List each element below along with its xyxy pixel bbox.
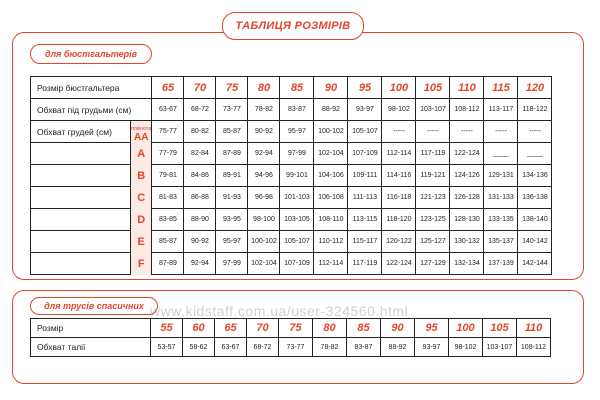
pants-section-label: для трусів спасичних [30,297,158,315]
table-cell: 100-102 [248,231,280,253]
table-cell: 108-110 [314,209,348,231]
row-label [31,231,131,253]
table-cell: 136-138 [518,187,552,209]
table-cell: 107-109 [280,253,314,275]
row-label: Обхват талії [31,338,151,357]
table-cell: 92-94 [248,143,280,165]
size-header: 80 [248,77,280,99]
table-cell: 119-121 [416,165,450,187]
table-cell: 109-111 [348,165,382,187]
size-header: 105 [483,319,517,338]
pants-size-table [30,318,551,357]
table-row [31,121,552,143]
table-cell: 82-84 [184,143,216,165]
table-cell: 97-99 [216,253,248,275]
size-header: 55 [151,319,183,338]
fullness-label: повнота [131,125,152,132]
table-cell: 63-67 [215,338,247,357]
table-cell: 124-126 [450,165,484,187]
table-cell: 113-117 [484,99,518,121]
table-cell: 113-115 [348,209,382,231]
table-cell: 142-144 [518,253,552,275]
size-header: 90 [381,319,415,338]
row-label [31,209,131,231]
table-cell: ----- [416,121,450,143]
table-cell: ----- [518,121,552,143]
table-cell: 98-102 [382,99,416,121]
size-header: 75 [216,77,248,99]
table-cell: 83-87 [347,338,381,357]
table-cell: 127-129 [416,253,450,275]
size-header: 65 [152,77,184,99]
table-cell: 117-119 [348,253,382,275]
table-cell: 79-81 [152,165,184,187]
bra-size-table [30,76,552,275]
table-cell: 121-123 [416,187,450,209]
table-cell: 90-92 [248,121,280,143]
size-header: 85 [280,77,314,99]
row-label [31,143,131,165]
table-cell: 112-114 [314,253,348,275]
table-cell: 103-107 [416,99,450,121]
table-cell: ____ [518,143,552,165]
table-cell: 95-97 [216,231,248,253]
size-header: 80 [313,319,347,338]
table-cell: 83-85 [152,209,184,231]
table-cell: 100-102 [314,121,348,143]
table-cell: 122-124 [450,143,484,165]
table-cell: 101-103 [280,187,314,209]
size-header: 100 [449,319,483,338]
table-row [31,187,552,209]
cup-label: B [131,165,152,187]
table-cell: 107-109 [348,143,382,165]
table-row [31,338,551,357]
table-row [31,253,552,275]
table-cell: 68-72 [184,99,216,121]
table-cell: 95-97 [280,121,314,143]
table-cell: 85-87 [152,231,184,253]
size-header: 115 [484,77,518,99]
size-header: 100 [382,77,416,99]
table-cell: 85-87 [216,121,248,143]
table-cell: 68-72 [247,338,279,357]
table-cell: 118-122 [518,99,552,121]
row-label: Обхват грудей (см) [31,121,131,143]
table-cell: 104-106 [314,165,348,187]
table-cell: ----- [382,121,416,143]
table-cell: 78-82 [248,99,280,121]
table-cell: 93-97 [415,338,449,357]
table-cell: 138-140 [518,209,552,231]
size-header: 90 [314,77,348,99]
table-row [31,209,552,231]
table-cell: ----- [450,121,484,143]
size-header: 110 [450,77,484,99]
row-label: Розмір [31,319,151,338]
table-cell: 78-82 [313,338,347,357]
table-cell: 88-90 [184,209,216,231]
cup-label: C [131,187,152,209]
size-header: 70 [247,319,279,338]
cup-label: D [131,209,152,231]
table-cell: 105-107 [348,121,382,143]
table-cell: 103-105 [280,209,314,231]
table-cell: 114-116 [382,165,416,187]
table-cell: 75-77 [152,121,184,143]
table-cell: 102-104 [248,253,280,275]
table-cell: 135-137 [484,231,518,253]
table-cell: 93-97 [348,99,382,121]
row-label [31,253,131,275]
table-cell: 88-92 [381,338,415,357]
table-cell: 97-99 [280,143,314,165]
table-cell: 53-57 [151,338,183,357]
table-cell: 63-67 [152,99,184,121]
table-cell: 87-89 [152,253,184,275]
table-cell: 84-86 [184,165,216,187]
table-cell: 90-92 [184,231,216,253]
table-cell: 128-130 [450,209,484,231]
table-row [31,77,552,99]
cup-label [131,121,152,143]
table-cell: 108-112 [450,99,484,121]
table-row [31,99,552,121]
table-cell: 91-93 [216,187,248,209]
table-cell: 98-100 [248,209,280,231]
size-header: 95 [348,77,382,99]
table-cell: 108-112 [517,338,551,357]
cup-label: E [131,231,152,253]
table-cell: 118-120 [382,209,416,231]
size-header: 120 [518,77,552,99]
table-cell: 137-139 [484,253,518,275]
table-cell: 112-114 [382,143,416,165]
size-header: 70 [184,77,216,99]
table-cell: 111-113 [348,187,382,209]
table-cell: 102-104 [314,143,348,165]
size-header: 60 [183,319,215,338]
table-cell: 77-79 [152,143,184,165]
table-cell: 87-89 [216,143,248,165]
table-cell: 73-77 [279,338,313,357]
table-row [31,319,551,338]
table-cell: ____ [484,143,518,165]
table-row [31,231,552,253]
table-cell: 86-88 [184,187,216,209]
cup-label: F [131,253,152,275]
cup-letter: AA [134,131,149,143]
table-cell: 131-133 [484,187,518,209]
table-cell: 126-128 [450,187,484,209]
table-cell: 133-135 [484,209,518,231]
cup-label: A [131,143,152,165]
table-cell: 125-127 [416,231,450,253]
table-cell: 117-119 [416,143,450,165]
table-row [31,165,552,187]
table-row [31,143,552,165]
row-label: Обхват під грудьми (см) [31,99,152,121]
table-cell: 140-142 [518,231,552,253]
table-cell: 132-134 [450,253,484,275]
table-cell: 89-91 [216,165,248,187]
watermark: www.kidstaff.com.ua/user-324560.html [150,303,409,319]
table-cell: 94-96 [248,165,280,187]
table-cell: 93-95 [216,209,248,231]
size-header: 105 [416,77,450,99]
size-header: 110 [517,319,551,338]
table-cell: 99-101 [280,165,314,187]
row-label [31,187,131,209]
size-header: 65 [215,319,247,338]
row-label [31,165,131,187]
table-cell: 122-124 [382,253,416,275]
table-cell: 81-83 [152,187,184,209]
table-cell: 106-108 [314,187,348,209]
table-cell: 129-131 [484,165,518,187]
table-cell: 92-94 [184,253,216,275]
table-cell: 116-118 [382,187,416,209]
table-cell: 134-136 [518,165,552,187]
table-cell: 83-87 [280,99,314,121]
table-cell: 96-98 [248,187,280,209]
table-cell: 130-132 [450,231,484,253]
bra-section-label: для бюстгальтерів [30,44,152,64]
table-cell: 88-92 [314,99,348,121]
table-cell: 103-107 [483,338,517,357]
table-cell: 98-102 [449,338,483,357]
table-cell: 120-122 [382,231,416,253]
row-label: Розмір бюстгальтера [31,77,152,99]
size-header: 85 [347,319,381,338]
table-cell: 115-117 [348,231,382,253]
table-cell: 73-77 [216,99,248,121]
table-cell: 110-112 [314,231,348,253]
size-header: 75 [279,319,313,338]
size-header: 95 [415,319,449,338]
table-cell: 58-62 [183,338,215,357]
page-title: ТАБЛИЦЯ РОЗМІРІВ [222,12,364,40]
table-cell: ----- [484,121,518,143]
table-cell: 80-82 [184,121,216,143]
table-cell: 123-125 [416,209,450,231]
table-cell: 105-107 [280,231,314,253]
